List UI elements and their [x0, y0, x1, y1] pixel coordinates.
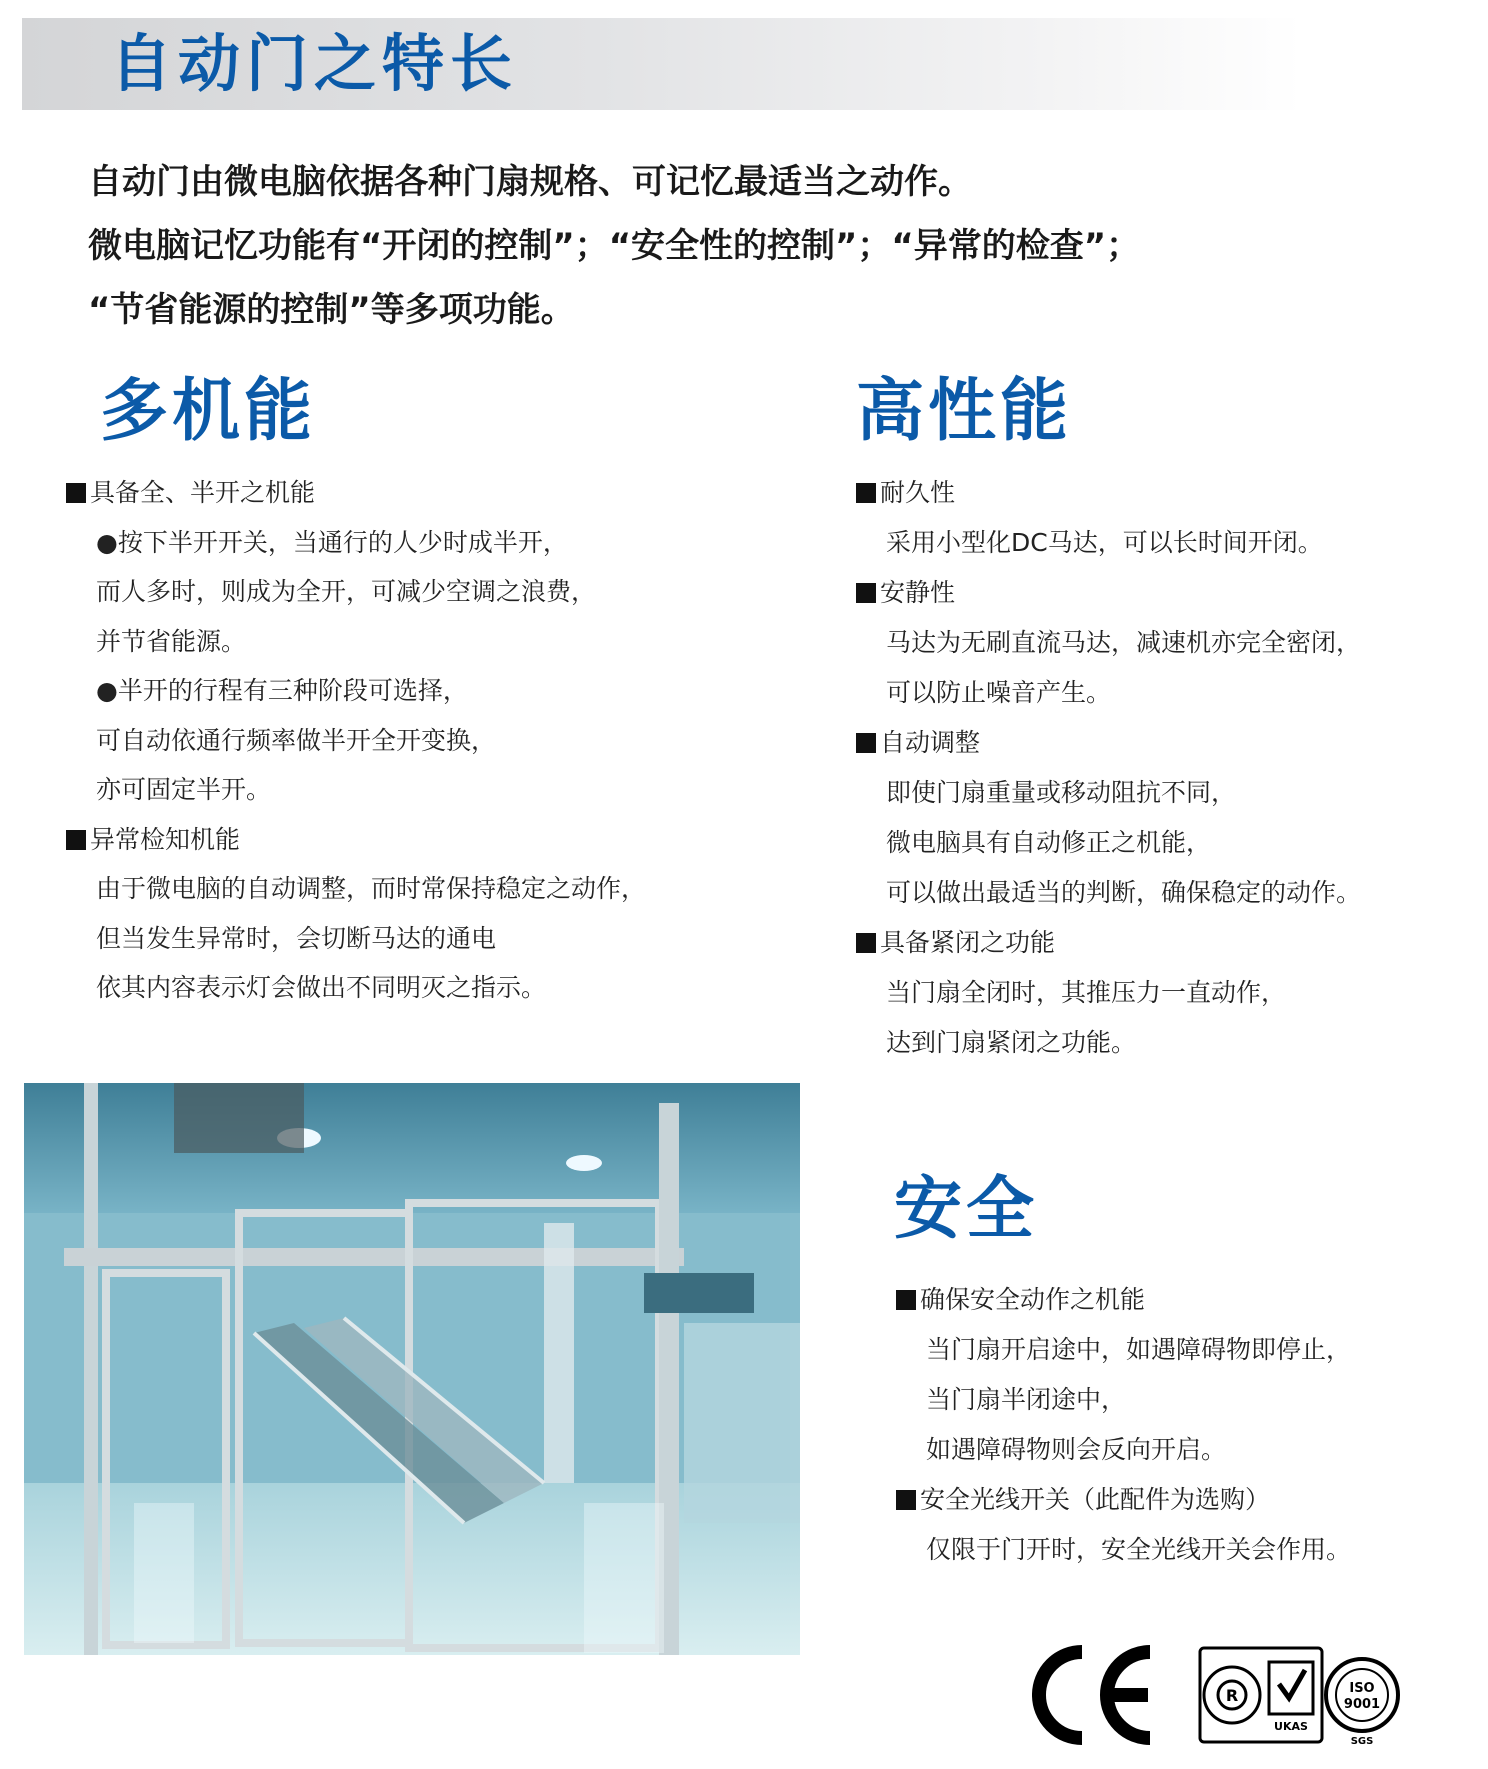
list-item [896, 1325, 1351, 1375]
list-heading [66, 815, 646, 865]
list-text: 异常检知机能 [90, 824, 241, 854]
list-text: 亦可固定半开。 [96, 775, 272, 804]
list-text: 可以防止噪音产生。 [886, 678, 1112, 707]
iso-9001-seal-icon [1326, 1659, 1398, 1747]
list-item [66, 914, 646, 964]
list-heading [856, 468, 1361, 518]
list-text: 马达为无刷直流马达，减速机亦完全密闭， [886, 628, 1362, 657]
section-title-performance: 高性能 [856, 372, 1073, 451]
square-bullet-icon [896, 1290, 916, 1310]
list-item [66, 963, 646, 1013]
list-item [66, 617, 646, 667]
square-bullet-icon [856, 583, 876, 603]
section-title-multi: 多机能 [100, 372, 317, 451]
intro-line: 微电脑记忆功能有“开闭的控制”；“安全性的控制”；“异常的检查”； [88, 226, 1141, 266]
list-text: ●按下半开开关，当通行的人少时成半开， [96, 527, 568, 557]
list-text: 即使门扇重量或移动阻抗不同， [886, 778, 1237, 807]
list-item [66, 716, 646, 766]
list-heading [856, 918, 1361, 968]
list-heading [66, 468, 646, 518]
list-text: 耐久性 [880, 478, 956, 507]
list-text: 采用小型化DC马达，可以长时间开闭。 [886, 528, 1323, 557]
page-title: 自动门之特长 [110, 27, 519, 100]
list-text: 可以做出最适当的判断，确保稳定的动作。 [886, 878, 1362, 907]
square-bullet-icon [66, 483, 86, 503]
list-text: 而人多时，则成为全开，可减少空调之浪费， [96, 577, 597, 606]
list-text: 达到门扇紧闭之功能。 [886, 1028, 1137, 1057]
list-item [856, 618, 1361, 668]
sgs-label: SGS [1350, 1736, 1374, 1747]
intro-line: “节省能源的控制”等多项功能。 [88, 290, 575, 330]
square-bullet-icon [896, 1490, 916, 1510]
list-heading [896, 1275, 1351, 1325]
list-text: 安全光线开关（此配件为选购） [920, 1485, 1271, 1514]
list-item [66, 864, 646, 914]
multi-function-list [66, 468, 646, 1013]
certification-logos [1032, 1640, 1402, 1750]
svg-text:9001: 9001 [1343, 1697, 1381, 1712]
intro-paragraph [88, 150, 1140, 342]
list-item [856, 868, 1361, 918]
list-text: 仅限于门开时，安全光线开关会作用。 [926, 1535, 1352, 1564]
list-heading [856, 568, 1361, 618]
square-bullet-icon [66, 830, 86, 850]
list-item [856, 1018, 1361, 1068]
svg-text:ISO: ISO [1349, 1681, 1375, 1696]
list-item [896, 1425, 1351, 1475]
list-text: 但当发生异常时，会切断马达的通电 [96, 923, 497, 953]
list-text: 确保安全动作之机能 [920, 1285, 1146, 1314]
svg-text:R: R [1225, 1686, 1239, 1705]
list-item [856, 818, 1361, 868]
section-title-safety: 安全 [894, 1170, 1039, 1249]
ukas-quality-badge-icon [1200, 1648, 1322, 1742]
door-illustration [24, 1083, 800, 1655]
list-text: 当门扇开启途中，如遇障碍物即停止， [926, 1335, 1352, 1364]
performance-list [856, 468, 1361, 1068]
list-text: 当门扇全闭时，其推压力一直动作， [886, 978, 1287, 1007]
list-text: ●半开的行程有三种阶段可选择， [96, 676, 468, 705]
automatic-door-photo [24, 1083, 800, 1655]
ukas-label: UKAS [1274, 1720, 1308, 1733]
list-text: 具备紧闭之功能 [880, 928, 1056, 957]
safety-list [896, 1275, 1351, 1575]
list-item [896, 1375, 1351, 1425]
list-text: 依其内容表示灯会做出不同明灭之指示。 [96, 973, 547, 1002]
list-item [856, 768, 1361, 818]
list-item [66, 666, 646, 716]
list-item [856, 518, 1361, 568]
list-item [896, 1525, 1351, 1575]
list-text: 安静性 [880, 578, 956, 607]
list-text: 具备全、半开之机能 [90, 478, 316, 507]
list-heading [896, 1475, 1351, 1525]
list-text: 如遇障碍物则会反向开启。 [926, 1435, 1227, 1464]
list-text: 自动调整 [880, 728, 981, 757]
ce-mark-icon [1039, 1652, 1150, 1738]
list-item [856, 668, 1361, 718]
list-text: 当门扇半闭途中， [926, 1385, 1127, 1414]
list-text: 由于微电脑的自动调整，而时常保持稳定之动作， [96, 874, 647, 903]
list-item [66, 518, 646, 568]
intro-line: 自动门由微电脑依据各种门扇规格、可记忆最适当之动作。 [88, 162, 972, 202]
list-text: 并节省能源。 [96, 626, 247, 656]
list-heading [856, 718, 1361, 768]
square-bullet-icon [856, 483, 876, 503]
list-item [66, 765, 646, 815]
square-bullet-icon [856, 733, 876, 753]
list-item [856, 968, 1361, 1018]
square-bullet-icon [856, 933, 876, 953]
list-text: 可自动依通行频率做半开全开变换， [96, 725, 497, 755]
list-item [66, 567, 646, 617]
list-text: 微电脑具有自动修正之机能， [886, 828, 1212, 857]
